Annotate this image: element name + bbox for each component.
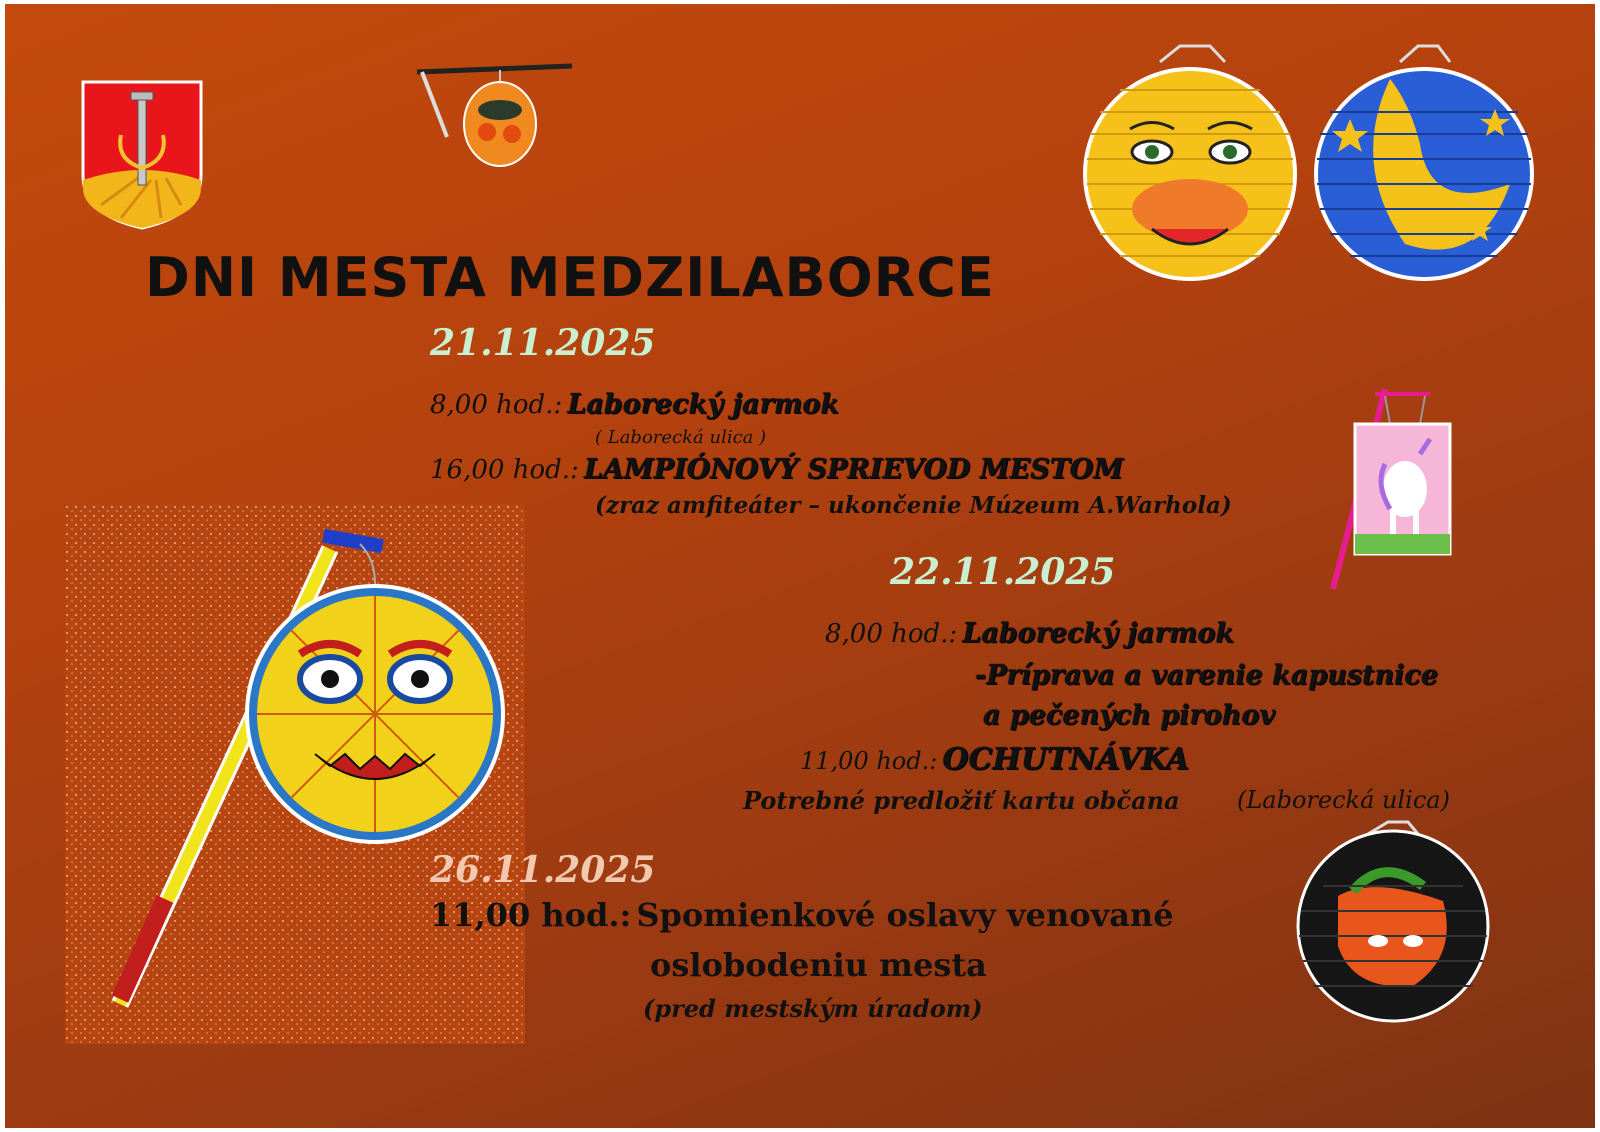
poster-title: DNI MESTA MEDZILABORCE — [145, 246, 995, 309]
small-lantern-icon — [412, 62, 577, 172]
day3-event1-location: (pred mestským úradom) — [643, 994, 983, 1023]
unicorn-lantern-icon — [1315, 384, 1455, 599]
day1-event2-location: (zraz amfiteáter – ukončenie Múzeum A.Warhola) — [595, 492, 1232, 519]
event-time: 16,00 hod.: — [430, 455, 579, 485]
event-name: Spomienkové oslavy venované — [636, 896, 1174, 934]
day2-event2 — [800, 742, 1189, 777]
date-day1: 21.11.2025 — [430, 322, 656, 364]
event-time: 8,00 hod.: — [825, 619, 958, 649]
sun-face-lantern-icon — [1080, 34, 1300, 279]
day3-event1-line2: oslobodeniu mesta — [650, 946, 987, 984]
day2-event1-line2: -Príprava a varenie kapustnice — [975, 660, 1439, 691]
event-name: OCHUTNÁVKA — [942, 742, 1190, 777]
poster — [5, 4, 1595, 1128]
moon-lantern-icon — [1310, 34, 1538, 279]
dark-lantern-icon — [1293, 816, 1493, 1026]
date-day3: 26.11.2025 — [430, 849, 656, 891]
coat-of-arms-icon — [81, 80, 203, 230]
day2-event1 — [825, 618, 1234, 649]
event-name: Laborecký jarmok — [962, 618, 1235, 649]
day2-event1-line3: a pečených pirohov — [983, 700, 1276, 731]
day1-event2 — [430, 454, 1123, 485]
day2-event2-location: (Laborecká ulica) — [1237, 786, 1450, 814]
event-time: 11,00 hod.: — [430, 896, 632, 934]
event-time: 8,00 hod.: — [430, 390, 563, 420]
day1-event1 — [430, 389, 839, 420]
event-time: 11,00 hod.: — [800, 747, 938, 775]
day1-event1-location: ( Laborecká ulica ) — [595, 427, 767, 448]
sun-fan-lantern-icon — [65, 504, 525, 1044]
event-name: LAMPIÓNOVÝ SPRIEVOD MESTOM — [583, 454, 1124, 485]
event-name: Laborecký jarmok — [567, 389, 840, 420]
date-day2: 22.11.2025 — [890, 551, 1116, 593]
day2-event2-note: Potrebné predložiť kartu občana — [743, 786, 1180, 815]
day3-event1 — [430, 896, 1174, 934]
